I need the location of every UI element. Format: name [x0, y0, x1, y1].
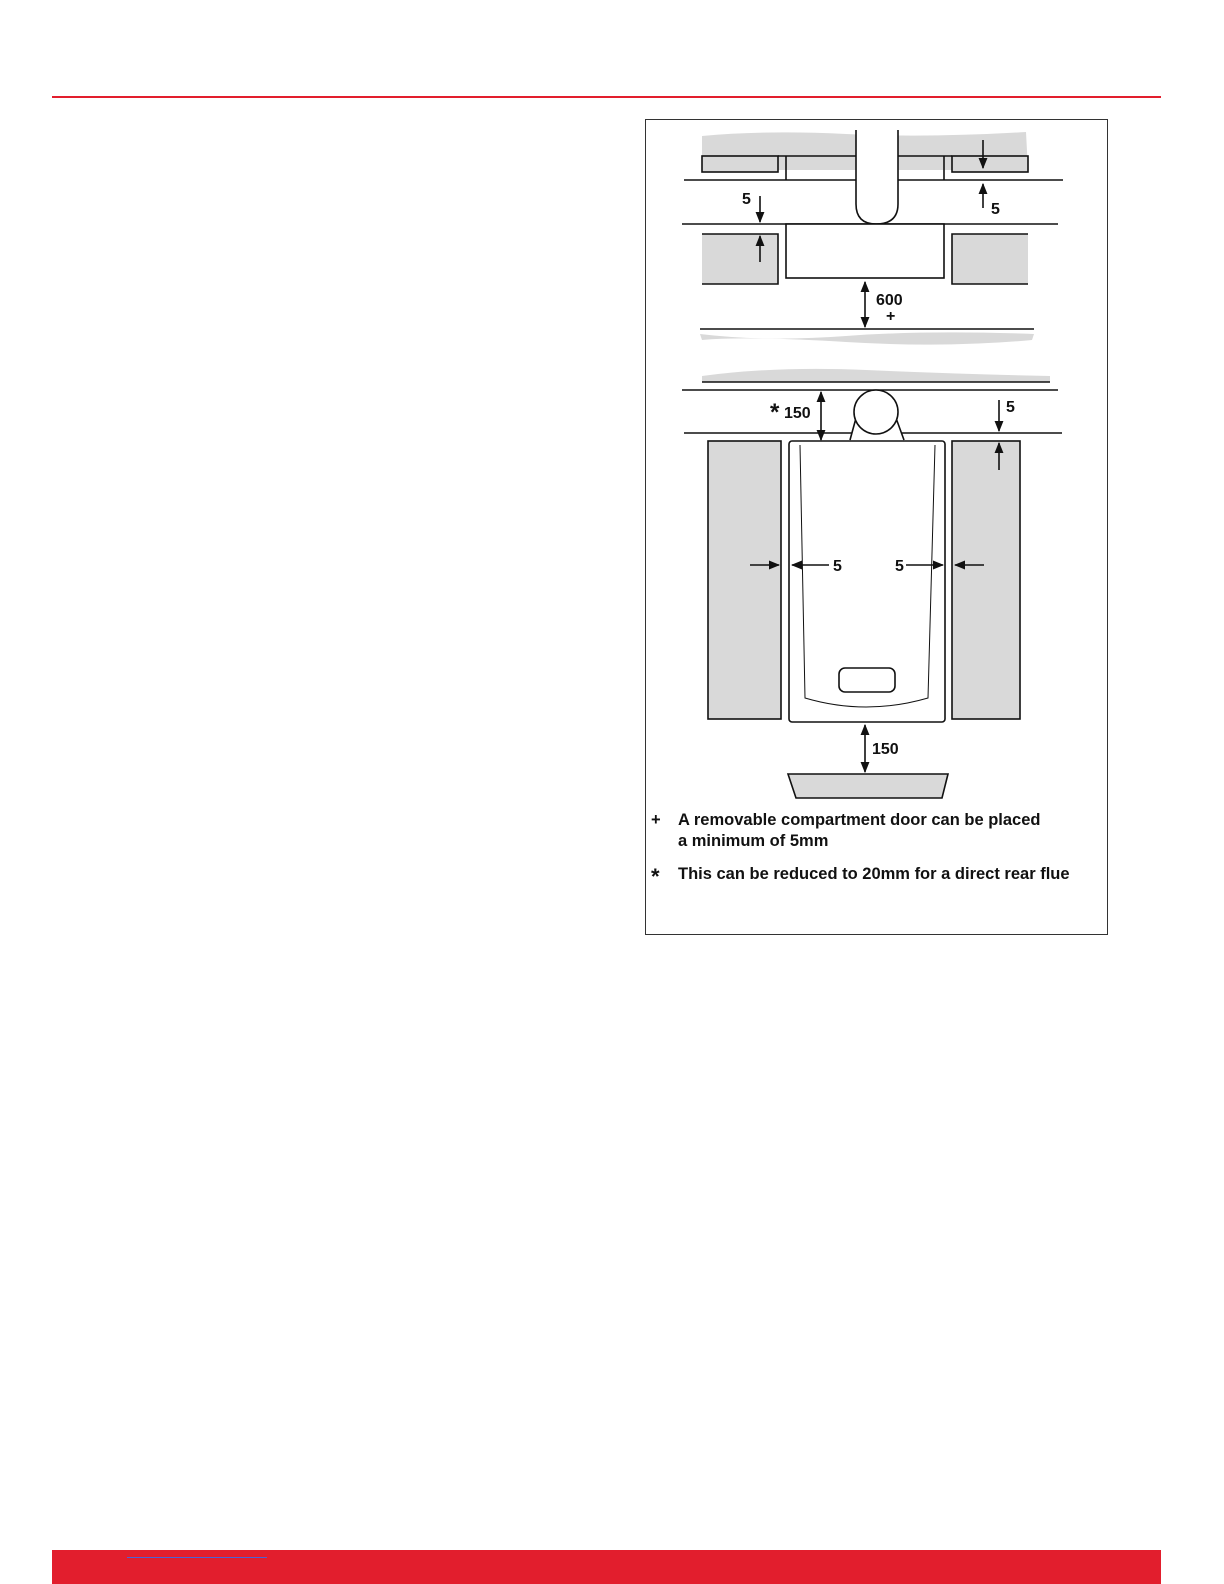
- figure-notes: [646, 810, 1109, 897]
- clearances-figure: [645, 119, 1108, 935]
- plan-right-gap-label: 5: [991, 201, 1000, 218]
- front-top-dim-mark: *: [770, 399, 780, 426]
- front-boiler: [789, 441, 945, 722]
- footer-link-underline[interactable]: [127, 1557, 267, 1558]
- plan-door-band: [700, 332, 1034, 344]
- front-side-left-label: 5: [833, 558, 842, 575]
- plan-flue-pipe: [856, 130, 898, 224]
- header-rule: [52, 96, 1161, 98]
- plan-wall-left-top: [702, 156, 778, 172]
- note-text-line: a minimum of 5mm: [678, 832, 829, 850]
- note-item: [646, 864, 1109, 889]
- front-bottom-dim-label: 150: [872, 741, 899, 758]
- clearance-diagram: [646, 120, 1109, 810]
- note-item: [646, 810, 1109, 852]
- front-ceiling-band: [702, 369, 1050, 382]
- footer-band: [52, 1550, 1161, 1584]
- plan-boiler: [786, 224, 944, 278]
- front-top-dim-label: 150: [784, 405, 811, 422]
- front-flue-pipe: [854, 390, 898, 434]
- plan-front-dim-label: 600: [876, 292, 903, 309]
- front-panel-left: [708, 441, 781, 719]
- note-symbol: *: [651, 864, 660, 889]
- plan-wall-right-top: [952, 156, 1028, 172]
- plan-wall-right: [952, 234, 1028, 284]
- plan-left-gap-label: 5: [742, 191, 751, 208]
- plan-wall-left: [702, 234, 778, 284]
- note-text-line: A removable compartment door can be placed: [678, 811, 1041, 829]
- front-floor: [788, 774, 948, 798]
- front-top-right-label: 5: [1006, 399, 1015, 416]
- front-side-right-label: 5: [895, 558, 904, 575]
- front-panel-right: [952, 441, 1020, 719]
- plan-front-dim-mark: +: [886, 308, 896, 325]
- note-text-line: This can be reduced to 20mm for a direct rear flue: [678, 865, 1070, 883]
- note-symbol: +: [651, 811, 661, 829]
